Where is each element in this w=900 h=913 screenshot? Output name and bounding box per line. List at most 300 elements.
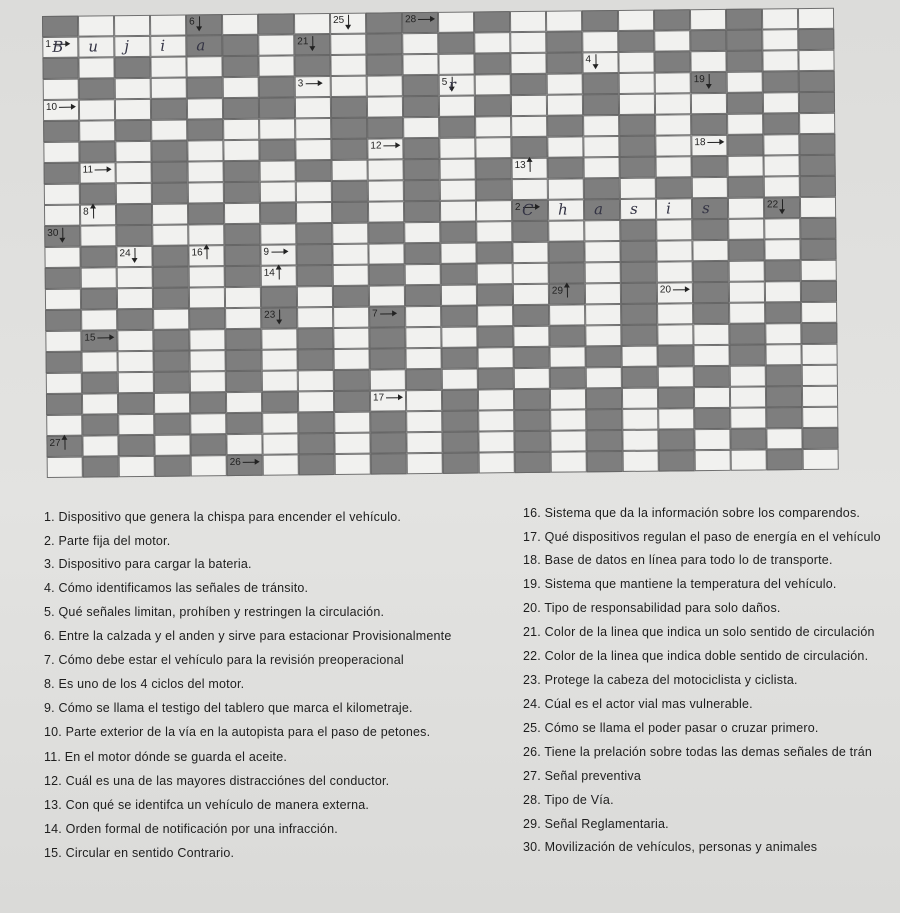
grid-cell[interactable] bbox=[729, 302, 765, 323]
grid-cell[interactable] bbox=[118, 372, 154, 393]
clue-number-18 bbox=[694, 137, 721, 148]
grid-cell[interactable] bbox=[298, 370, 334, 391]
grid-cell[interactable] bbox=[658, 366, 694, 387]
grid-cell[interactable] bbox=[547, 136, 583, 157]
grid-cell[interactable] bbox=[727, 71, 763, 92]
grid-cell[interactable] bbox=[657, 303, 693, 324]
grid-cell[interactable] bbox=[619, 94, 655, 115]
grid-cell[interactable] bbox=[585, 325, 621, 346]
grid-cell[interactable] bbox=[260, 223, 296, 244]
clue-number-17 bbox=[373, 392, 400, 403]
handwritten-letter: u bbox=[88, 37, 99, 56]
grid-cell[interactable] bbox=[730, 365, 766, 386]
grid-block bbox=[767, 449, 803, 470]
clue-number-20 bbox=[660, 284, 687, 295]
grid-block bbox=[82, 414, 118, 435]
grid-cell[interactable] bbox=[117, 267, 153, 288]
grid-cell[interactable] bbox=[586, 367, 622, 388]
arrow-down-icon bbox=[135, 248, 136, 260]
grid-cell[interactable] bbox=[370, 369, 406, 390]
grid-cell[interactable] bbox=[154, 392, 190, 413]
grid-cell[interactable] bbox=[439, 137, 475, 158]
grid-cell[interactable] bbox=[510, 11, 546, 32]
grid-cell[interactable] bbox=[407, 453, 443, 474]
grid-cell[interactable] bbox=[369, 285, 405, 306]
grid-cell[interactable] bbox=[405, 264, 441, 285]
handwritten-letter: i bbox=[160, 36, 166, 55]
grid-block bbox=[619, 136, 655, 157]
grid-cell[interactable] bbox=[333, 265, 369, 286]
grid-cell[interactable] bbox=[297, 286, 333, 307]
grid-cell[interactable] bbox=[728, 218, 764, 239]
grid-cell[interactable] bbox=[438, 11, 474, 32]
grid-cell[interactable] bbox=[550, 388, 586, 409]
grid-cell[interactable] bbox=[475, 116, 511, 137]
grid-cell[interactable] bbox=[79, 99, 115, 120]
grid-cell[interactable] bbox=[334, 433, 370, 454]
grid-cell[interactable] bbox=[478, 389, 514, 410]
grid-cell[interactable] bbox=[43, 142, 79, 163]
grid-cell[interactable] bbox=[550, 430, 586, 451]
grid-block bbox=[331, 97, 367, 118]
grid-block bbox=[370, 432, 406, 453]
grid-cell[interactable] bbox=[118, 414, 154, 435]
grid-block bbox=[659, 450, 695, 471]
grid-cell[interactable] bbox=[547, 73, 583, 94]
grid-cell[interactable] bbox=[189, 287, 225, 308]
grid-cell[interactable] bbox=[654, 30, 690, 51]
grid-cell[interactable] bbox=[622, 430, 658, 451]
grid-cell[interactable] bbox=[296, 181, 332, 202]
grid-cell[interactable] bbox=[513, 284, 549, 305]
grid-cell[interactable] bbox=[728, 197, 764, 218]
grid-cell[interactable] bbox=[762, 50, 798, 71]
grid-cell[interactable] bbox=[331, 76, 367, 97]
grid-cell[interactable] bbox=[118, 351, 154, 372]
grid-cell[interactable] bbox=[802, 386, 838, 407]
grid-cell[interactable] bbox=[548, 178, 584, 199]
grid-cell[interactable] bbox=[150, 14, 186, 35]
grid-cell[interactable] bbox=[154, 434, 190, 455]
grid-cell[interactable] bbox=[798, 8, 834, 29]
grid-cell[interactable] bbox=[623, 451, 659, 472]
grid-cell[interactable] bbox=[730, 386, 766, 407]
grid-cell[interactable] bbox=[402, 54, 438, 75]
grid-cell[interactable] bbox=[116, 183, 152, 204]
grid-cell[interactable] bbox=[46, 373, 82, 394]
grid-cell[interactable] bbox=[478, 410, 514, 431]
grid-cell[interactable] bbox=[584, 241, 620, 262]
grid-cell[interactable] bbox=[800, 197, 836, 218]
grid-block bbox=[225, 329, 261, 350]
grid-cell[interactable] bbox=[656, 156, 692, 177]
grid-cell[interactable] bbox=[47, 457, 83, 478]
grid-cell[interactable] bbox=[78, 57, 114, 78]
grid-cell[interactable] bbox=[223, 119, 259, 140]
grid-cell[interactable] bbox=[479, 452, 515, 473]
grid-block bbox=[441, 347, 477, 368]
grid-cell[interactable] bbox=[222, 14, 258, 35]
clue-number-label: 15 bbox=[84, 332, 96, 344]
grid-cell[interactable] bbox=[187, 140, 223, 161]
grid-cell[interactable] bbox=[478, 431, 514, 452]
grid-cell[interactable] bbox=[476, 221, 512, 242]
grid-block bbox=[80, 246, 116, 267]
grid-cell[interactable] bbox=[656, 198, 692, 219]
grid-cell[interactable] bbox=[190, 413, 226, 434]
grid-block bbox=[620, 157, 656, 178]
grid-block bbox=[331, 118, 367, 139]
grid-cell[interactable] bbox=[691, 93, 727, 114]
grid-cell[interactable] bbox=[187, 98, 223, 119]
grid-cell[interactable] bbox=[334, 349, 370, 370]
grid-cell[interactable] bbox=[151, 77, 187, 98]
grid-cell[interactable] bbox=[766, 428, 802, 449]
grid-cell[interactable] bbox=[296, 202, 332, 223]
grid-cell[interactable] bbox=[657, 324, 693, 345]
grid-cell[interactable] bbox=[695, 450, 731, 471]
grid-cell[interactable] bbox=[765, 281, 801, 302]
grid-cell[interactable] bbox=[729, 260, 765, 281]
arrow-right-icon bbox=[271, 251, 285, 252]
grid-block bbox=[586, 409, 622, 430]
grid-cell[interactable] bbox=[551, 451, 587, 472]
grid-cell[interactable] bbox=[514, 368, 550, 389]
grid-cell[interactable] bbox=[658, 408, 694, 429]
grid-block bbox=[190, 392, 226, 413]
grid-cell[interactable] bbox=[477, 305, 513, 326]
grid-cell[interactable] bbox=[441, 284, 477, 305]
grid-cell[interactable] bbox=[151, 119, 187, 140]
grid-cell[interactable] bbox=[260, 181, 296, 202]
grid-cell[interactable] bbox=[439, 95, 475, 116]
grid-cell[interactable] bbox=[78, 15, 114, 36]
grid-cell[interactable] bbox=[477, 347, 513, 368]
grid-cell[interactable] bbox=[295, 97, 331, 118]
grid-cell[interactable] bbox=[546, 10, 582, 31]
grid-cell[interactable] bbox=[332, 244, 368, 265]
grid-cell[interactable] bbox=[584, 220, 620, 241]
grid-cell[interactable] bbox=[43, 79, 79, 100]
grid-cell[interactable] bbox=[333, 328, 369, 349]
grid-cell[interactable] bbox=[402, 33, 438, 54]
grid-cell[interactable] bbox=[764, 176, 800, 197]
grid-cell[interactable] bbox=[513, 326, 549, 347]
grid-cell[interactable] bbox=[764, 218, 800, 239]
grid-cell[interactable] bbox=[225, 308, 261, 329]
grid-cell[interactable] bbox=[762, 29, 798, 50]
grid-cell[interactable] bbox=[622, 409, 658, 430]
grid-block bbox=[621, 283, 657, 304]
grid-cell[interactable] bbox=[731, 449, 767, 470]
grid-block bbox=[763, 71, 799, 92]
grid-block bbox=[654, 51, 690, 72]
grid-cell[interactable] bbox=[404, 222, 440, 243]
clue-number-label: 14 bbox=[263, 267, 275, 279]
grid-block bbox=[442, 389, 478, 410]
grid-cell[interactable] bbox=[367, 75, 403, 96]
grid-cell[interactable] bbox=[475, 137, 511, 158]
grid-cell[interactable] bbox=[730, 407, 766, 428]
grid-cell[interactable] bbox=[258, 55, 294, 76]
grid-cell[interactable] bbox=[510, 32, 546, 53]
grid-cell[interactable] bbox=[79, 120, 115, 141]
grid-cell[interactable] bbox=[368, 159, 404, 180]
grid-cell[interactable] bbox=[803, 449, 839, 470]
grid-cell[interactable] bbox=[798, 50, 834, 71]
grid-block bbox=[800, 239, 836, 260]
grid-cell[interactable] bbox=[474, 32, 510, 53]
grid-cell[interactable] bbox=[191, 455, 227, 476]
grid-cell[interactable] bbox=[153, 308, 189, 329]
grid-cell[interactable] bbox=[442, 368, 478, 389]
grid-cell[interactable] bbox=[226, 434, 262, 455]
grid-cell[interactable] bbox=[655, 114, 691, 135]
grid-cell[interactable] bbox=[441, 326, 477, 347]
grid-cell[interactable] bbox=[188, 224, 224, 245]
clue-number-7 bbox=[372, 308, 394, 319]
grid-cell[interactable] bbox=[223, 77, 259, 98]
grid-cell[interactable] bbox=[440, 179, 476, 200]
grid-cell[interactable] bbox=[549, 304, 585, 325]
grid-block bbox=[296, 223, 332, 244]
grid-cell[interactable] bbox=[512, 179, 548, 200]
grid-cell[interactable] bbox=[261, 328, 297, 349]
grid-cell[interactable] bbox=[585, 304, 621, 325]
grid-cell[interactable] bbox=[80, 225, 116, 246]
grid-block bbox=[584, 178, 620, 199]
grid-cell[interactable] bbox=[224, 203, 260, 224]
grid-cell[interactable] bbox=[438, 53, 474, 74]
clue-number-label: 8 bbox=[82, 206, 89, 218]
grid-cell[interactable] bbox=[115, 78, 151, 99]
grid-cell[interactable] bbox=[117, 330, 153, 351]
clue-26: 26. Tiene la prelación sobre todas las demas señales de trán bbox=[523, 745, 873, 759]
grid-cell[interactable] bbox=[550, 409, 586, 430]
grid-cell[interactable] bbox=[762, 8, 798, 29]
grid-cell[interactable] bbox=[765, 323, 801, 344]
grid-block bbox=[765, 302, 801, 323]
grid-cell[interactable] bbox=[657, 261, 693, 282]
grid-cell[interactable] bbox=[334, 412, 370, 433]
grid-cell[interactable] bbox=[582, 31, 618, 52]
grid-cell[interactable] bbox=[694, 387, 730, 408]
grid-block bbox=[476, 242, 512, 263]
grid-cell[interactable] bbox=[547, 94, 583, 115]
grid-cell[interactable] bbox=[297, 307, 333, 328]
grid-cell[interactable] bbox=[802, 407, 838, 428]
grid-cell[interactable] bbox=[335, 454, 371, 475]
grid-cell[interactable] bbox=[81, 267, 117, 288]
grid-block bbox=[727, 134, 763, 155]
grid-cell[interactable] bbox=[262, 370, 298, 391]
grid-cell[interactable] bbox=[727, 113, 763, 134]
grid-cell[interactable] bbox=[260, 160, 296, 181]
grid-cell[interactable] bbox=[729, 281, 765, 302]
grid-cell[interactable] bbox=[223, 140, 259, 161]
grid-cell[interactable] bbox=[548, 220, 584, 241]
grid-cell[interactable] bbox=[188, 161, 224, 182]
grid-block bbox=[405, 285, 441, 306]
grid-cell[interactable] bbox=[115, 141, 151, 162]
grid-cell[interactable] bbox=[114, 36, 150, 57]
grid-cell[interactable] bbox=[82, 393, 118, 414]
grid-cell[interactable] bbox=[621, 346, 657, 367]
grid-cell[interactable] bbox=[114, 15, 150, 36]
grid-cell[interactable] bbox=[512, 242, 548, 263]
grid-cell[interactable] bbox=[618, 10, 654, 31]
grid-cell[interactable] bbox=[511, 116, 547, 137]
grid-cell[interactable] bbox=[81, 309, 117, 330]
grid-cell[interactable] bbox=[82, 351, 118, 372]
grid-block bbox=[404, 243, 440, 264]
handwritten-letter: a bbox=[593, 200, 604, 219]
grid-cell[interactable] bbox=[656, 219, 692, 240]
clue-6: 6. Entre la calzada y el anden y sirve para estacionar Provisionalmente bbox=[44, 629, 452, 643]
grid-cell[interactable] bbox=[368, 201, 404, 222]
grid-cell[interactable] bbox=[368, 243, 404, 264]
grid-cell[interactable] bbox=[262, 433, 298, 454]
grid-cell[interactable] bbox=[406, 390, 442, 411]
grid-cell[interactable] bbox=[690, 51, 726, 72]
grid-cell[interactable] bbox=[190, 350, 226, 371]
grid-cell[interactable] bbox=[259, 118, 295, 139]
grid-cell[interactable] bbox=[692, 240, 728, 261]
grid-block bbox=[586, 388, 622, 409]
grid-cell[interactable] bbox=[226, 392, 262, 413]
grid-cell[interactable] bbox=[802, 365, 838, 386]
grid-cell[interactable] bbox=[619, 73, 655, 94]
grid-cell[interactable] bbox=[332, 160, 368, 181]
grid-cell[interactable] bbox=[186, 56, 222, 77]
grid-cell[interactable] bbox=[656, 240, 692, 261]
grid-cell[interactable] bbox=[620, 178, 656, 199]
grid-cell[interactable] bbox=[405, 306, 441, 327]
grid-cell[interactable] bbox=[189, 329, 225, 350]
grid-cell[interactable] bbox=[801, 302, 837, 323]
grid-cell[interactable] bbox=[440, 242, 476, 263]
grid-block bbox=[262, 391, 298, 412]
grid-cell[interactable] bbox=[225, 287, 261, 308]
arrow-down-icon bbox=[709, 74, 710, 86]
grid-cell[interactable] bbox=[117, 288, 153, 309]
grid-cell[interactable] bbox=[801, 260, 837, 281]
grid-cell[interactable] bbox=[765, 344, 801, 365]
grid-cell[interactable] bbox=[584, 157, 620, 178]
grid-cell[interactable] bbox=[799, 113, 835, 134]
grid-cell[interactable] bbox=[440, 200, 476, 221]
clue-18: 18. Base de datos en línea para todo lo de transporte. bbox=[523, 553, 833, 567]
grid-cell[interactable] bbox=[764, 239, 800, 260]
grid-cell[interactable] bbox=[694, 429, 730, 450]
grid-cell[interactable] bbox=[119, 456, 155, 477]
grid-block bbox=[622, 367, 658, 388]
grid-cell[interactable] bbox=[44, 247, 80, 268]
grid-cell[interactable] bbox=[333, 307, 369, 328]
grid-cell[interactable] bbox=[294, 13, 330, 34]
grid-cell[interactable] bbox=[692, 177, 728, 198]
grid-cell[interactable] bbox=[585, 262, 621, 283]
grid-cell[interactable] bbox=[510, 53, 546, 74]
grid-cell[interactable] bbox=[330, 55, 366, 76]
grid-cell[interactable] bbox=[150, 56, 186, 77]
grid-cell[interactable] bbox=[45, 331, 81, 352]
grid-cell[interactable] bbox=[763, 92, 799, 113]
grid-cell[interactable] bbox=[655, 93, 691, 114]
grid-block bbox=[799, 155, 835, 176]
grid-cell[interactable] bbox=[583, 115, 619, 136]
grid-cell[interactable] bbox=[406, 411, 442, 432]
grid-cell[interactable] bbox=[262, 349, 298, 370]
grid-cell[interactable] bbox=[262, 412, 298, 433]
grid-cell[interactable] bbox=[477, 263, 513, 284]
grid-cell[interactable] bbox=[115, 99, 151, 120]
grid-cell[interactable] bbox=[44, 205, 80, 226]
grid-cell[interactable] bbox=[45, 289, 81, 310]
grid-cell[interactable] bbox=[801, 344, 837, 365]
grid-cell[interactable] bbox=[189, 266, 225, 287]
grid-cell[interactable] bbox=[405, 327, 441, 348]
grid-block bbox=[79, 78, 115, 99]
clue-7: 7. Cómo debe estar el vehículo para la revisión preoperacional bbox=[44, 653, 404, 667]
grid-cell[interactable] bbox=[690, 9, 726, 30]
grid-cell[interactable] bbox=[298, 391, 334, 412]
grid-cell[interactable] bbox=[403, 117, 439, 138]
grid-cell[interactable] bbox=[258, 34, 294, 55]
grid-cell[interactable] bbox=[585, 283, 621, 304]
grid-cell[interactable] bbox=[295, 139, 331, 160]
grid-cell[interactable] bbox=[728, 155, 764, 176]
grid-cell[interactable] bbox=[513, 263, 549, 284]
grid-cell[interactable] bbox=[367, 96, 403, 117]
grid-cell[interactable] bbox=[440, 158, 476, 179]
grid-cell[interactable] bbox=[46, 415, 82, 436]
grid-cell[interactable] bbox=[583, 136, 619, 157]
grid-cell[interactable] bbox=[693, 345, 729, 366]
grid-cell[interactable] bbox=[693, 324, 729, 345]
grid-cell[interactable] bbox=[116, 162, 152, 183]
grid-cell[interactable] bbox=[44, 184, 80, 205]
grid-cell[interactable] bbox=[330, 34, 366, 55]
grid-cell[interactable] bbox=[763, 155, 799, 176]
grid-cell[interactable] bbox=[150, 35, 186, 56]
grid-cell[interactable] bbox=[405, 348, 441, 369]
grid-cell[interactable] bbox=[406, 432, 442, 453]
grid-block bbox=[798, 29, 834, 50]
grid-cell[interactable] bbox=[655, 135, 691, 156]
grid-cell[interactable] bbox=[190, 371, 226, 392]
grid-cell[interactable] bbox=[188, 182, 224, 203]
grid-cell[interactable] bbox=[263, 454, 299, 475]
grid-cell[interactable] bbox=[511, 95, 547, 116]
grid-cell[interactable] bbox=[763, 134, 799, 155]
grid-cell[interactable] bbox=[82, 435, 118, 456]
grid-cell[interactable] bbox=[655, 72, 691, 93]
grid-cell[interactable] bbox=[476, 200, 512, 221]
grid-cell[interactable] bbox=[295, 118, 331, 139]
grid-cell[interactable] bbox=[152, 224, 188, 245]
grid-cell[interactable] bbox=[622, 388, 658, 409]
grid-cell[interactable] bbox=[618, 52, 654, 73]
grid-cell[interactable] bbox=[368, 180, 404, 201]
grid-cell[interactable] bbox=[152, 203, 188, 224]
grid-block bbox=[476, 179, 512, 200]
grid-cell[interactable] bbox=[549, 346, 585, 367]
grid-cell[interactable] bbox=[332, 223, 368, 244]
clue-number-30 bbox=[47, 228, 63, 240]
clue-number-13 bbox=[515, 160, 531, 172]
grid-cell[interactable] bbox=[475, 74, 511, 95]
